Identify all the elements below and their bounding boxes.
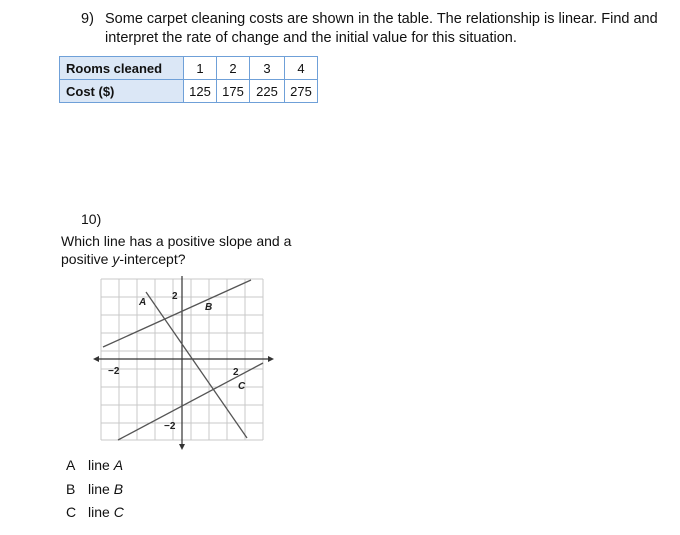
rooms-cell: 1 bbox=[184, 57, 217, 80]
prompt-italic-y: y bbox=[112, 251, 120, 267]
rooms-cell: 4 bbox=[285, 57, 318, 80]
table-row-rooms bbox=[60, 57, 318, 80]
x-axis-right-arrow bbox=[268, 356, 274, 362]
axes bbox=[96, 276, 270, 446]
cost-cell: 275 bbox=[285, 80, 318, 103]
cost-cell: 125 bbox=[184, 80, 217, 103]
choice-italic: A bbox=[113, 457, 124, 473]
x-axis-left-arrow bbox=[93, 356, 99, 362]
rooms-header: Rooms cleaned bbox=[60, 57, 184, 80]
cost-cell: 225 bbox=[250, 80, 285, 103]
choice-text: line bbox=[88, 457, 114, 473]
table-row-cost bbox=[60, 80, 318, 103]
choice-text: line bbox=[88, 480, 114, 497]
tick-x-pos: 2 bbox=[233, 367, 239, 378]
choice-a[interactable] bbox=[66, 456, 124, 480]
tick-y-pos: 2 bbox=[172, 291, 178, 302]
question-9-text: Some carpet cleaning costs are shown in the table. The relationship is linear. Find and interpret the rate of change and the initial value for this situation. bbox=[105, 11, 658, 46]
label-line-C: C bbox=[238, 381, 246, 392]
line-A bbox=[146, 292, 247, 438]
tick-y-neg: −2 bbox=[164, 421, 176, 432]
prompt-part1: Which line has a positive slope and a positive bbox=[61, 233, 292, 267]
carpet-cost-table bbox=[59, 56, 318, 103]
answer-choices bbox=[66, 456, 124, 527]
question-9 bbox=[81, 10, 661, 48]
label-line-A: A bbox=[139, 297, 147, 308]
choice-letter: A bbox=[66, 457, 76, 473]
question-10-number: 10) bbox=[81, 211, 102, 227]
tick-x-neg: −2 bbox=[108, 366, 120, 377]
cost-cell: 175 bbox=[217, 80, 250, 103]
prompt-part2: -intercept? bbox=[119, 251, 186, 267]
choice-italic: C bbox=[113, 504, 124, 520]
choice-text: line bbox=[88, 504, 114, 520]
coordinate-graph bbox=[90, 274, 280, 454]
question-9-number: 9) bbox=[81, 11, 94, 27]
label-line-B: B bbox=[205, 302, 213, 313]
choice-letter: B bbox=[66, 480, 76, 497]
rooms-cell: 3 bbox=[250, 57, 285, 80]
y-axis-down-arrow bbox=[179, 444, 185, 450]
choice-c[interactable] bbox=[66, 503, 124, 527]
cost-header: Cost ($) bbox=[60, 80, 184, 103]
choice-letter: C bbox=[66, 504, 77, 520]
rooms-cell: 2 bbox=[217, 57, 250, 80]
choice-italic: B bbox=[113, 480, 124, 497]
question-10-prompt bbox=[61, 232, 341, 268]
choice-b[interactable] bbox=[66, 480, 124, 504]
